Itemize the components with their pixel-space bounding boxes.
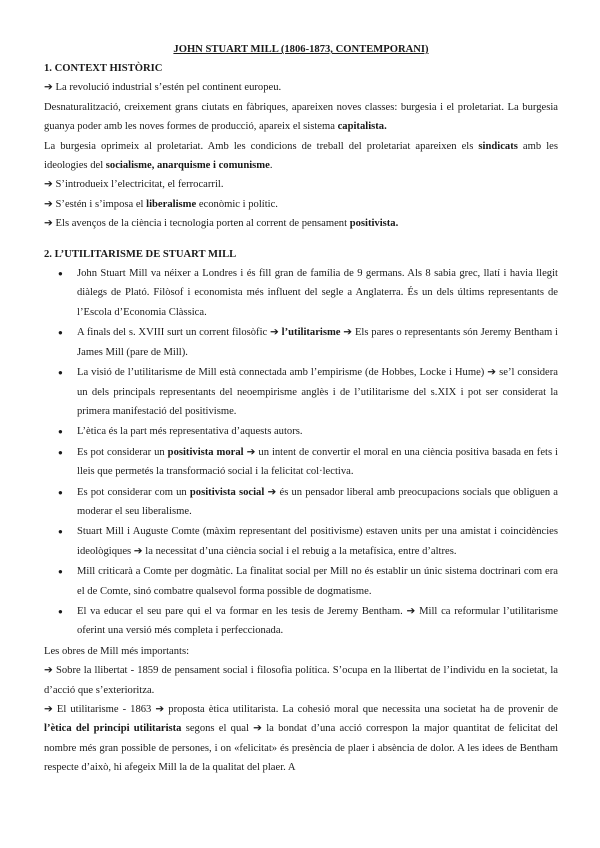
context-line-2-text: Desnaturalització, creixement grans ciutats en fàbriques, apareixen noves classes: burgesia i el proletariat. La burgesia guanya poder amb les noves formes de producció, apareix el sistema bbox=[44, 101, 558, 133]
list-item-bold: positivista moral bbox=[167, 446, 244, 458]
utilitarisme-bullet-list bbox=[44, 264, 558, 641]
list-item-bold: l’utilitarisme bbox=[281, 327, 341, 339]
work-item-bold: l’ètica del principi utilitarista bbox=[44, 723, 182, 735]
list-item-text-a: Es pot considerar un bbox=[77, 446, 168, 458]
context-line-3-text-b: amb les ideologies del bbox=[44, 140, 558, 172]
list-item-bold: positivista social bbox=[189, 486, 265, 498]
list-item: ● John Stuart Mill va néixer a Londres i és fill gran de família de 9 germans. Als 8 sabia grec, llatí i havia llegit diàlegs de Plató. Filòsof i economista més influent del segle a Anglaterra. És un dels últims representants de l’Escola d’Economia Clàssica. bbox=[44, 264, 558, 322]
context-line-6 bbox=[44, 214, 558, 233]
context-line-5 bbox=[44, 195, 558, 214]
section-heading-context: 1. CONTEXT HISTÒRIC bbox=[44, 63, 163, 74]
context-line-2 bbox=[44, 98, 558, 137]
list-item-text-b: ➔ Els pares o representants són Jeremy Bentham i James Mill (pare de Mill). bbox=[77, 327, 558, 358]
context-line-5-text-a: ➔ S’estén i s’imposa el bbox=[44, 198, 147, 210]
list-item-text-a: Es pot considerar com un bbox=[77, 486, 190, 498]
context-line-6-text: ➔ Els avenços de la ciència i tecnologia porten al corrent de pensament bbox=[44, 218, 350, 230]
section-gap bbox=[44, 234, 558, 245]
context-line-5-bold: liberalisme bbox=[146, 198, 197, 210]
context-line-5-text-b: econòmic i polític. bbox=[196, 198, 278, 210]
list-item-text-b: ➔ és un pensador liberal amb preocupacions socials que obliguen a moderar el seu liberalisme. bbox=[77, 486, 559, 517]
context-line-1: ➔ La revolució industrial s’estén pel continent europeu. bbox=[44, 82, 282, 94]
work-item-utilitarisme bbox=[44, 700, 558, 778]
context-line-3 bbox=[44, 137, 558, 176]
list-item bbox=[44, 443, 558, 482]
list-item: ● L’ètica és la part més representativa d’aquests autors. bbox=[44, 422, 558, 441]
list-item: ● El va educar el seu pare qui el va formar en les tesis de Jeremy Bentham. ➔ Mill ca reformular l’utilitarisme oferint una versió més completa i perfeccionada. bbox=[44, 602, 558, 641]
list-item: ● Stuart Mill i Auguste Comte (màxim representant del positivisme) estaven units per una amistat i coincidències ideològiques ➔ la necessitat d’una ciència social i el rebuig a la metafísica, entre d’altres. bbox=[44, 522, 558, 561]
context-line-3-bold-a: sindicats bbox=[478, 140, 518, 152]
list-item-text-b: ➔ un intent de convertir el moral en una ciència positiva basada en fets i lleis que permetés la transformació social i la felicitat col·lectiva. bbox=[77, 446, 558, 478]
list-item-text-a: A finals del s. XVIII surt un corrent filosòfic ➔ bbox=[77, 327, 282, 339]
context-line-3-text-c: . bbox=[269, 160, 273, 172]
context-line-2-bold: capitalista. bbox=[337, 121, 387, 133]
context-line-3-text-a: La burgesia oprimeix al proletariat. Amb les condicions de treball del proletariat apareixen els bbox=[44, 140, 479, 152]
document-title: JOHN STUART MILL (1806-1873, CONTEMPORANI) bbox=[173, 44, 429, 55]
work-item-llibertat: ➔ Sobre la llibertat - 1859 de pensament social i filosofia política. S’ocupa en la llibertat de l’individu en la societat, la d’acció que s’exterioritza. bbox=[44, 665, 558, 696]
list-item: ● La visió de l’utilitarisme de Mill està connectada amb l’empirisme (de Hobbes, Locke i Hume) ➔ se’l considera un dels principals representants del neoempirisme anglès i de l’utilitarisme del s.XIX i pot ser considerat la primera manifestació del positivisme. bbox=[44, 363, 558, 421]
context-line-4: ➔ S’introdueix l’electricitat, el ferrocarril. bbox=[44, 179, 224, 191]
work-item-text-a: ➔ El utilitarisme - 1863 ➔ proposta ètica utilitarista. La cohesió moral que necessita una societat ha de provenir de bbox=[44, 704, 558, 715]
section-heading-utilitarisme: 2. L’UTILITARISME DE STUART MILL bbox=[44, 248, 237, 260]
list-item: ● Mill criticarà a Comte per dogmàtic. La finalitat social per Mill no és establir un únic sistema doctrinari com era el de Comte, sinó combatre qualsevol forma possible de dogmatisme. bbox=[44, 562, 558, 601]
context-line-6-bold: positivista. bbox=[349, 218, 399, 230]
work-item-text-b: segons el qual ➔ la bondat d’una acció correspon la major quantitat de felicitat del nombre més gran possible de persones, i on «felicitat» és presència de plaer i absència de dolor. A les idees de Bentham respecte d’això, hi afegeix Mill la de la qualitat del plaer. A bbox=[44, 723, 558, 774]
list-item bbox=[44, 483, 558, 522]
works-intro: Les obres de Mill més importants: bbox=[44, 645, 190, 657]
list-item bbox=[44, 323, 558, 362]
document-page bbox=[44, 40, 558, 778]
context-line-3-bold-b: socialisme, anarquisme i comunisme bbox=[105, 160, 270, 172]
